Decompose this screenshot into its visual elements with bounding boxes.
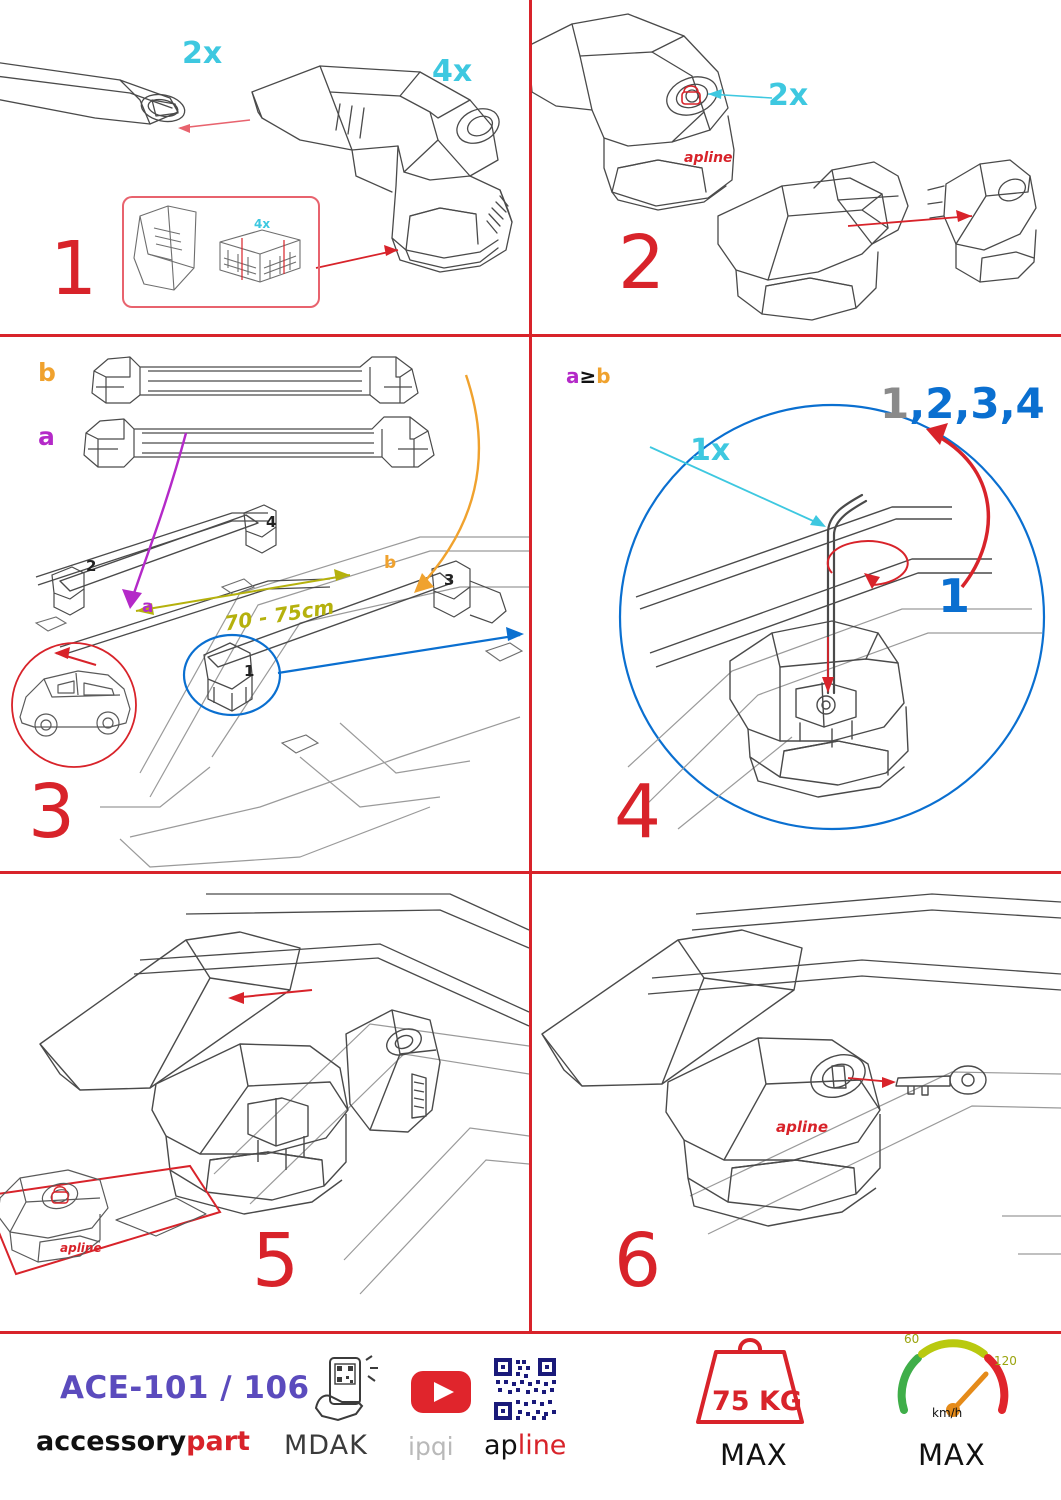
speed-tick-120: 120	[994, 1354, 1017, 1368]
position-label-3: 3	[444, 571, 455, 589]
step-1-inset-illustration	[124, 198, 314, 302]
quantity-label-4x-foot: 4x	[432, 54, 473, 89]
brand-mdak: MDAK	[284, 1430, 368, 1461]
speed-max-caption: MAX	[918, 1438, 986, 1472]
brand-apline	[484, 1430, 566, 1461]
svg-text:apline: apline	[60, 1241, 102, 1255]
youtube-icon[interactable]	[410, 1370, 472, 1414]
step-3-panel	[0, 337, 529, 871]
sequence-rest-digits: ,2,3,4	[909, 379, 1045, 428]
bar-label-b: b	[38, 358, 56, 387]
weight-max-caption: MAX	[720, 1438, 788, 1472]
svg-text:4x: 4x	[254, 217, 271, 231]
weight-value: 75 KG	[712, 1386, 803, 1417]
brand-accessorypart	[36, 1426, 250, 1457]
position-label-1: 1	[244, 662, 255, 680]
condition-operator: ≥	[579, 364, 597, 388]
condition-b: b	[596, 364, 611, 388]
position-label-2: 2	[86, 557, 97, 575]
step-4-panel	[532, 337, 1061, 871]
sequence-first-digit: 1	[880, 379, 910, 428]
step-2-panel	[532, 0, 1061, 334]
arrow-label-b: b	[384, 553, 397, 573]
step-2-illustration	[532, 0, 1061, 334]
quantity-label-2x-cap: 2x	[182, 36, 223, 71]
brand-accessorypart-part2: part	[186, 1426, 250, 1457]
brand-apline-part1: ap	[484, 1430, 518, 1461]
step-5-inset-illustration	[0, 1136, 226, 1286]
qr-hand-icon	[312, 1354, 392, 1428]
quantity-label-2x-lock: 2x	[768, 78, 809, 113]
step-6-illustration	[532, 874, 1061, 1331]
step-1-panel	[0, 0, 529, 334]
condition-a: a	[566, 364, 580, 388]
arrow-label-a: a	[142, 597, 154, 617]
brand-accessorypart-part1: accessory	[36, 1426, 187, 1457]
position-label-4: 4	[266, 513, 277, 531]
step-5-inset	[0, 1136, 226, 1286]
brand-ipqi: ipqi	[408, 1432, 454, 1461]
step-number-5: 5	[252, 1218, 301, 1304]
brand-apline-part2: line	[517, 1430, 567, 1461]
step-number-3: 3	[28, 769, 77, 855]
quantity-label-1x-allen-key: 1x	[690, 433, 731, 468]
bar-label-a: a	[38, 422, 55, 451]
footer-panel	[0, 1334, 1061, 1500]
step-5-panel	[0, 874, 529, 1331]
order-label-1: 1	[938, 569, 971, 623]
qr-code-icon	[492, 1356, 558, 1422]
speed-unit: km/h	[932, 1406, 963, 1420]
step-6-panel	[532, 874, 1061, 1331]
step-number-4: 4	[614, 769, 663, 855]
svg-text:apline: apline	[776, 1118, 828, 1136]
distance-label: 70 - 75cm	[222, 594, 336, 636]
speed-tick-60: 60	[904, 1332, 920, 1346]
step-number-6: 6	[614, 1218, 663, 1304]
model-number: ACE-101 / 106	[60, 1370, 310, 1406]
svg-text:apline: apline	[684, 150, 733, 166]
step-1-inset-box	[122, 196, 320, 308]
step-number-1: 1	[50, 226, 99, 312]
step-3-illustration	[0, 337, 529, 871]
step-number-2: 2	[618, 220, 667, 306]
